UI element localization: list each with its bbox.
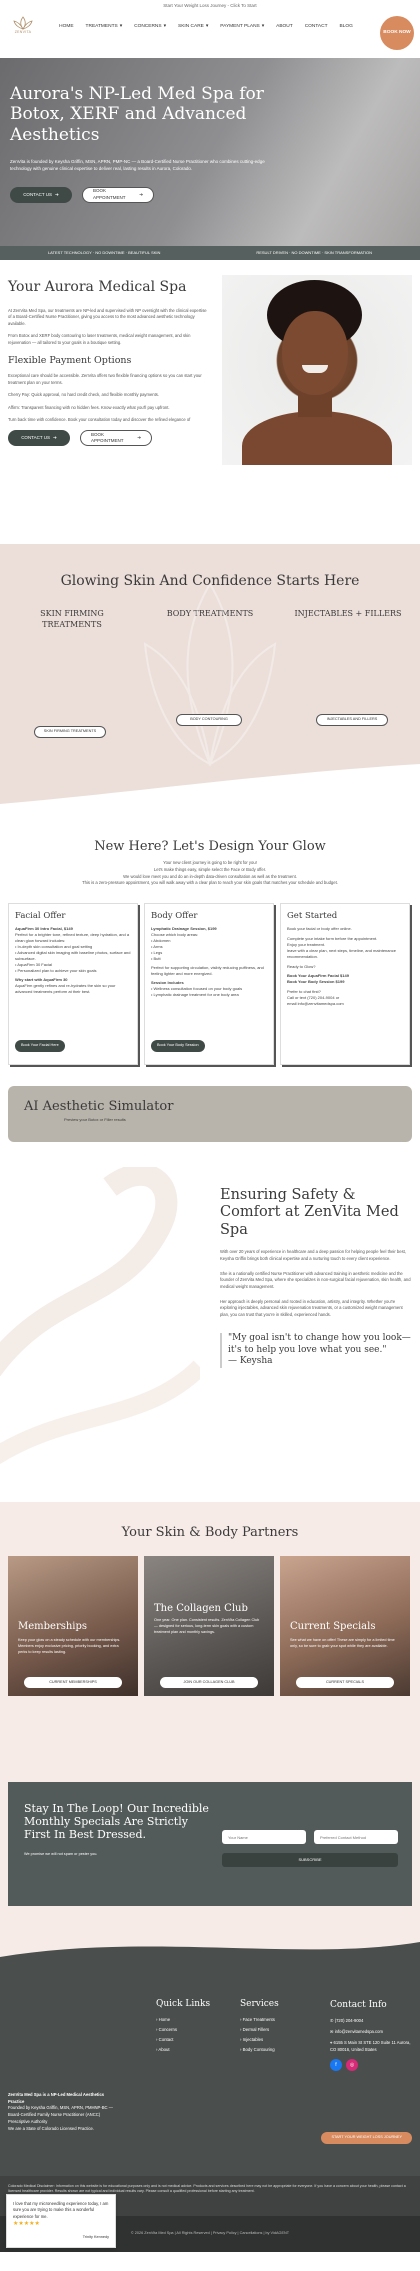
specials-card	[280, 1556, 410, 1696]
payment-text	[8, 373, 208, 424]
footer-heading: Contact Info	[330, 2000, 387, 2010]
marquee-text: RESULT DRIVEN · NO DOWNTIME · SKIN TRANSFORMATION	[256, 250, 373, 256]
mail-icon: ✉	[330, 2029, 335, 2035]
review-text: I love that my microneedling experience today, I am sure you are trying to make this a wonderful experience for me.	[13, 2201, 109, 2219]
item-text: Personalized plan to achieve your skin goals	[17, 967, 97, 973]
chevron-down-icon: ▾	[119, 23, 123, 29]
item-text: Lymphatic drainage treatment for one body area	[153, 991, 239, 997]
card-text: Keep your glow on a steady schedule with our memberships. Members enjoy exclusive pricing, priority booking, and extra perks to keep results lasting.	[18, 1638, 121, 1654]
announcement-bar[interactable]	[0, 0, 420, 12]
card-text: One year. One plan. Consistent results. ZenVita Collagen Club — designed for serious, long-term skin goals with a custom treatment plan and monthly savings.	[154, 1618, 260, 1634]
newsletter-section	[0, 1782, 420, 1932]
offer-item: • Lymphatic drainage treatment for one body area	[151, 991, 239, 997]
nav-item-label: CONCERNS	[134, 23, 162, 29]
footer-link-home[interactable]: › Home	[156, 2017, 210, 2023]
offer-cards	[0, 887, 420, 1065]
nav-item-about[interactable]: ABOUT	[276, 23, 293, 29]
review-popup[interactable]	[6, 2194, 116, 2248]
offer-item: • AquaFirm 30 Facial	[15, 961, 52, 967]
footer-heading: Quick Links	[156, 1999, 211, 2009]
item-text: Arms	[153, 943, 163, 949]
chevron-down-icon: ▾	[163, 23, 166, 29]
offer-desc: Perfect for a brighter tone, refined texture, deep hydration, and a clean glow forward includes:	[15, 931, 130, 943]
card-title: Current Specials	[290, 1621, 376, 1633]
paragraph: Exceptional care should be accessible. ZenVita offers two flexible financing options so you can start your treatment plan on your terms.	[8, 373, 202, 385]
founder-text	[220, 1249, 412, 1319]
name-input[interactable]	[222, 1830, 306, 1844]
weight-loss-cta-button[interactable]: START YOUR WEIGHT LOSS JOURNEY	[321, 2132, 412, 2144]
item-text: In-depth skin consultation and goal setting	[17, 943, 93, 949]
card-title: The Collagen Club	[154, 1603, 248, 1615]
section-title: New Here? Let's Design Your Glow	[94, 839, 326, 854]
about-text	[8, 308, 208, 347]
book-now-button[interactable]: BOOK NOW	[380, 16, 414, 50]
step-text: Complete your intake form before the appointment.	[287, 935, 378, 941]
offer-item: • Wellness consultation focused on your body goals	[151, 985, 243, 991]
swirl-decoration	[0, 1167, 200, 1487]
portrait-smile	[302, 365, 328, 373]
section-title: Ensuring Safety & Comfort at ZenVita Med Spa	[220, 1187, 399, 1238]
phone-link[interactable]	[330, 2018, 414, 2025]
intro-line: This is a zero-pressure appointment, you will walk away with a clear plan to reach your skin goals that matches your schedule and budget.	[82, 880, 338, 886]
offer-item: • Abdomen	[151, 937, 171, 943]
button-label: BOOK APPOINTMENT	[93, 188, 126, 200]
phone-icon: ✆	[330, 2018, 335, 2024]
injectables-button[interactable]: INJECTABLES AND FILLERS	[316, 714, 388, 726]
footer-link-injectables[interactable]: › Injectables	[240, 2037, 279, 2043]
book-facial-button[interactable]: Book Your Facial Here	[15, 1040, 65, 1052]
contact-method-input[interactable]	[314, 1830, 398, 1844]
nav-item-skin-care[interactable]	[178, 20, 208, 34]
phone-text: (720) 204-9004	[334, 2018, 364, 2024]
marquee-text: LATEST TECHNOLOGY · NO DOWNTIME · BEAUTIFUL SKIN	[47, 250, 161, 256]
intro-line: Let's make things easy, simple select the Face or Body offer.	[153, 866, 267, 872]
paragraph: Affirm: Transparent financing with no hidden fees. Know exactly what you'll pay upfront.	[8, 404, 170, 410]
intro-line: We would love meet you and do an in-depth data-driven consultation as well as the treatment.	[123, 873, 297, 879]
section-wave	[0, 764, 420, 812]
step-text: leave with a clear plan, next steps, timeline, and maintenance recommendation.	[287, 947, 396, 959]
arrow-right-icon: ➔	[55, 191, 59, 197]
portrait-image	[222, 275, 412, 465]
paragraph: Turn back time with confidence. Book your consultation today and discover the refined elegance of	[8, 417, 191, 423]
simulator-section	[0, 1072, 420, 1167]
step-text: Book your facial or body offer online.	[287, 925, 352, 931]
paragraph: At ZenVita Med Spa, our treatments are NP-led and supervised with NP oversight with the clinical expertise of a Board-Certified Nurse Practitioner, giving you access to the most advanced aesthetic technology available.	[8, 307, 207, 326]
offer-deal: Lymphatic Drainage Session, $199	[151, 925, 217, 931]
step-text: Ready to Glow?	[287, 963, 316, 969]
hero-buttons	[10, 187, 410, 203]
paragraph: From Botox and XERF body contouring to laser treatments, medical weight management, and skin rejuvenation — all tailored to your goals in a boutique setting.	[8, 333, 191, 345]
footer-link-face[interactable]: › Face Treatments	[240, 2017, 279, 2023]
book-body-button[interactable]: Book Your Body Session	[151, 1040, 205, 1052]
footer-link-about[interactable]: › About	[156, 2047, 210, 2053]
book-facial-link[interactable]: Book Your AquaFirm Facial $149	[287, 972, 349, 978]
section-title: Your Skin & Body Partners	[121, 1525, 299, 1540]
email-text: info@zenvitamedspa.com	[334, 2029, 383, 2035]
arrow-right-icon: ➔	[137, 434, 141, 440]
specials-button[interactable]: CURRENT SPECIALS	[296, 1677, 394, 1688]
about-book-button[interactable]	[80, 430, 152, 446]
offer-item: • Legs	[151, 949, 163, 955]
offer-why-desc: AquaFirm gently refines and re-hydrates the skin so your advanced treatments perform at their best.	[15, 982, 116, 994]
partner-cards	[0, 1542, 420, 1696]
nav-item-blog[interactable]: BLOG	[339, 23, 353, 29]
review-author: Trinity Kennedy	[82, 2235, 109, 2240]
paragraph: With over 20 years of experience in healthcare and a deep passion for helping people feel their best, Keysha Griffin brings both clinical expertise and a nurturing touch to every client experience.	[220, 1249, 406, 1261]
copyright-bar	[0, 2201, 420, 2252]
footer-link-concerns[interactable]: › Concerns	[156, 2027, 210, 2033]
nav-item-treatments[interactable]	[86, 20, 123, 34]
offer-why: Why start with AquaFirm 30	[15, 976, 68, 982]
card-title: Get Started	[287, 911, 338, 922]
collagen-club-button[interactable]: JOIN OUR COLLAGEN CLUB	[160, 1677, 258, 1688]
address-value: 6155 S Main St STE 120 Suite 11 Aurora, CO 80016, United States	[330, 2039, 411, 2052]
footer-link-fillers[interactable]: › Dermal Fillers	[240, 2027, 279, 2033]
portrait-shoulders	[242, 411, 392, 465]
brand-line: We are a State of Colorado Licensed Practice.	[8, 2125, 95, 2131]
card-title: Memberships	[18, 1621, 88, 1633]
founder-quote	[220, 1333, 412, 1368]
offer-item: • Arms	[151, 943, 163, 949]
offer-includes: Session Includes	[151, 979, 184, 985]
services-section	[0, 544, 420, 812]
floral-decoration	[140, 574, 280, 774]
button-label: CONTACT US	[21, 434, 51, 440]
nav-item-home[interactable]: HOME	[59, 23, 74, 29]
intro-line: Your new client journey is going to be right for you!	[163, 860, 257, 866]
payment-title: Flexible Payment Options	[8, 355, 132, 367]
nav-item-label: SKIN CARE	[178, 23, 204, 29]
get-started-card	[280, 903, 410, 1065]
hero-description: ZenVita is founded by Keysha Griffin, MSN, APRN, PMP-NC — a Board-Certified Nurse Practitioner who combines cutting-edge technology with genuine clinical expertise to deliver real, lasting results in Aurora, Colorado.	[10, 159, 265, 171]
card-title: Facial Offer	[15, 911, 66, 922]
facebook-icon[interactable]: f	[330, 2059, 342, 2071]
hero-title: Aurora's NP-Led Med Spa for Botox, XERF and Advanced Aesthetics	[10, 84, 264, 145]
arrow-right-icon: ➔	[53, 434, 57, 440]
location-icon: ⌖	[330, 2039, 334, 2045]
step-text: Prefer to chat first?	[287, 988, 321, 994]
step-text: Enjoy your treatment.	[287, 941, 326, 947]
footer-link-contact[interactable]: › Contact	[156, 2037, 210, 2043]
paragraph: Her approach is deeply personal and rooted in education, artistry, and integrity. Whether you're exploring injectables, advanced skin rejuvenation treatments, or a customized weight management plan, you can trust that you're in skilled, experienced hands.	[220, 1298, 403, 1318]
email-link[interactable]: email info@zenvitamedspa.com	[287, 1000, 344, 1006]
item-text: Wellness consultation focused on your body goals	[153, 985, 243, 991]
quote-author: — Keysha	[228, 1356, 273, 1367]
nav-item-payment-plans[interactable]	[220, 20, 264, 34]
nav-item-concerns[interactable]	[134, 20, 166, 34]
offers-section	[0, 812, 420, 1072]
about-contact-button[interactable]	[8, 430, 70, 446]
body-contouring-button[interactable]: BODY CONTOURING	[176, 714, 242, 726]
facial-offer-card	[8, 903, 138, 1065]
hero-contact-button[interactable]	[10, 187, 72, 203]
hero-section	[0, 58, 420, 260]
simulator-subtitle: Preview your Botox or Filler results	[64, 1117, 126, 1123]
section-title: Your Aurora Medical Spa	[8, 279, 187, 295]
footer-brand	[8, 2092, 118, 2132]
nav-item-label: TREATMENTS	[85, 23, 118, 29]
star-rating-icon: ★★★★★	[13, 2220, 40, 2227]
contact-info	[330, 1998, 414, 2075]
offer-desc: Choose which body areas:	[151, 931, 199, 937]
services-links	[240, 1998, 279, 2057]
chevron-down-icon: ▾	[261, 23, 265, 29]
category-body-treatments: BODY TREATMENTS	[166, 608, 254, 618]
quick-links	[156, 1998, 210, 2057]
nav-item-label: PAYMENT PLANS	[220, 23, 260, 29]
logo-text: ZENVITA	[14, 30, 32, 34]
collagen-club-card	[144, 1556, 274, 1696]
section-title: Glowing Skin And Confidence Starts Here	[60, 573, 360, 589]
hero-marquee	[0, 246, 420, 260]
offers-intro	[0, 860, 420, 887]
nav-menu	[46, 16, 366, 34]
founder-section	[0, 1167, 420, 1502]
offer-item: • Personalized plan to achieve your skin goals	[15, 967, 97, 973]
phone-link[interactable]: Call or text (720) 204-9004 or	[287, 994, 340, 1000]
footer	[0, 1932, 420, 2176]
brand-line: ZenVita Med Spa is a NP-Led Medical Aesthetics Practice	[8, 2092, 105, 2104]
simulator-title: AI Aesthetic Simulator	[24, 1099, 174, 1114]
offer-item: • In-depth skin consultation and goal setting	[15, 943, 93, 949]
button-label: CONTACT US	[23, 191, 53, 197]
portrait-face	[282, 311, 348, 395]
partners-section	[0, 1502, 420, 1782]
copyright-text: © 2026 ZenVita Med Spa | All Rights Reserved | Privacy Policy | Cancellations | by VidAGENT	[130, 2231, 290, 2236]
book-body-link[interactable]: Book Your Body Session $199	[287, 978, 345, 984]
email-link[interactable]	[330, 2029, 414, 2036]
body-offer-card	[144, 903, 274, 1065]
nav-item-contact[interactable]: CONTACT	[304, 23, 328, 29]
offer-item: • Advanced digital skin imaging with baseline photos, surface and subsurface.	[15, 949, 131, 961]
memberships-card	[8, 1556, 138, 1696]
ai-simulator-banner[interactable]	[8, 1086, 412, 1142]
footer-link-body[interactable]: › Body Contouring	[240, 2047, 279, 2053]
hero-book-button[interactable]	[82, 187, 154, 203]
offer-item: • Butt	[151, 955, 161, 961]
card-text: See what we have on offer! These are simply for a limited time only, so be sure to grab your spot while they are available.	[290, 1638, 395, 1648]
paragraph: She is a nationally certified Nurse Practitioner with advanced training in aesthetic medicine and the founder of ZenVita Med Spa, where she specializes in non-surgical facial rejuvenation, skin health, and medical weight management.	[220, 1270, 411, 1290]
footer-heading: Services	[240, 1999, 279, 2009]
memberships-button[interactable]: CURRENT MEMBERSHIPS	[24, 1677, 122, 1688]
social-links	[330, 2059, 414, 2071]
announcement-text[interactable]: Start Your Weight Loss Journey - Click To Start	[163, 3, 257, 8]
lotus-icon	[12, 16, 34, 30]
item-text: AquaFirm 30 Facial	[17, 961, 52, 967]
brand-line: Founded by Keysha Griffin, MSN, APRN, PMHNP-BC — Board-Certified Family Nurse Practitioner (ANCC) Prescriptive Authority	[8, 2105, 113, 2124]
subscribe-button[interactable]: SUBSCRIBE	[222, 1853, 398, 1867]
instagram-icon[interactable]: ◎	[346, 2059, 358, 2071]
chevron-down-icon: ▾	[205, 23, 209, 29]
button-label: BOOK APPOINTMENT	[91, 431, 124, 443]
newsletter-title: Stay In The Loop! Our Incredible Monthly Specials Are Strictly First In Best Dressed.	[24, 1802, 209, 1842]
newsletter-box	[8, 1782, 412, 1906]
footer-wave	[0, 1932, 420, 1972]
category-injectables: INJECTABLES + FILLERS	[294, 608, 402, 618]
address-text	[330, 2040, 414, 2053]
about-section	[0, 260, 420, 544]
newsletter-subtitle: We promise we will not spam or pester you.	[24, 1851, 98, 1856]
offer-deal: AquaFirm 30 Intro Facial, $149	[15, 925, 73, 931]
item-text: Abdomen	[153, 937, 171, 943]
item-text: Legs	[153, 949, 163, 955]
item-text: Butt	[153, 955, 161, 961]
quote-text: "My goal isn't to change how you look—it's to help you love what you see."	[228, 1332, 411, 1355]
card-title: Body Offer	[151, 911, 198, 922]
arrow-right-icon: ➔	[139, 191, 143, 197]
paragraph: Cherry Pay: Quick approval, no hard credit check, and flexible monthly payments.	[8, 392, 160, 398]
disclaimer: Colorado Medical Disclaimer: Information on this website is for educational purposes only and is not medical advice. Products and services described here may not be appropriate for everyone. If you have a concern about your health, please contact a licensed healthcare provider. Results shown are not typical and individual results vary. Please consult a qualified professional before starting any treatment.	[0, 2176, 420, 2216]
skin-firming-button[interactable]: SKIN FIRMING TREATMENTS	[34, 726, 106, 738]
logo[interactable]	[8, 16, 38, 42]
category-skin-firming: SKIN FIRMING TREATMENTS	[40, 608, 104, 629]
item-text: Advanced digital skin imaging with baseline photos, surface and subsurface.	[15, 949, 131, 961]
offer-desc: Perfect for supporting circulation, visibly reducing puffiness, and feeling lighter and more energized.	[151, 964, 264, 976]
main-nav	[0, 12, 420, 58]
